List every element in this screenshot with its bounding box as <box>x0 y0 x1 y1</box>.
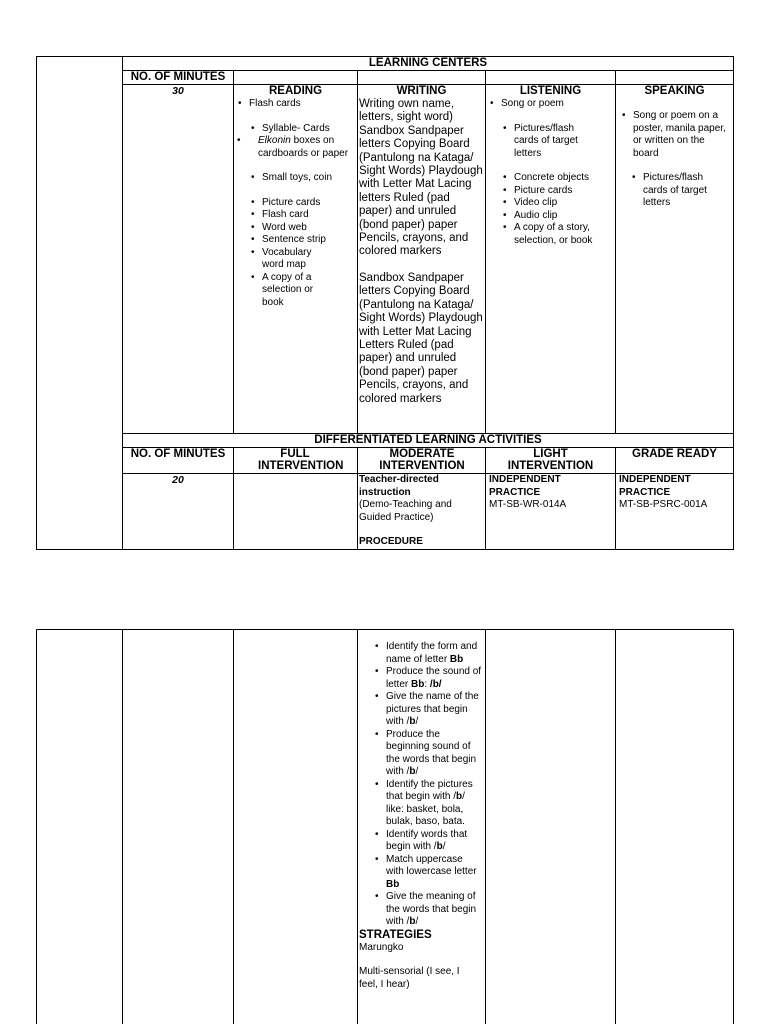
step-text: Give the meaning of the words that begin with / <box>386 891 477 927</box>
moderate-note: (Demo-Teaching and Guided Practice) <box>359 499 452 523</box>
writing-paragraph-2: Sandbox Sandpaper letters Copying Board (Pantulong na Kataga/ Sight Words) Playdough with Letter Mat Lacing Letters Ruled (pad paper) and unruled (bond paper) paper Pencils, crayons, and colored markers <box>359 271 483 405</box>
step-text: Produce the sound of letter <box>386 666 482 690</box>
list-item <box>487 197 609 210</box>
step-emphasis: Bb <box>449 653 464 665</box>
list-item <box>235 247 351 272</box>
light-code: MT-SB-WR-014A <box>489 499 567 510</box>
procedure-step <box>359 891 482 929</box>
writing-materials <box>359 98 483 433</box>
list-item <box>619 110 726 160</box>
reading-item-emphasis: Elkonin <box>258 135 291 146</box>
light-intervention-cell <box>489 474 614 549</box>
strategy-item: Marungko <box>359 941 404 953</box>
moderate-intervention-header: MODERATE INTERVENTION <box>379 448 465 472</box>
speaking-item: Song or poem on a poster, manila paper, or written on the board <box>633 110 726 159</box>
step-text: : <box>424 678 430 690</box>
differentiated-title: DIFFERENTIATED LEARNING ACTIVITIES <box>314 434 542 446</box>
grade-code: MT-SB-PSRC-001A <box>619 499 708 510</box>
procedure-step <box>359 641 482 666</box>
step-emphasis: b <box>456 791 463 802</box>
step-text: Produce the beginning sound of the words that begin with / <box>386 728 477 777</box>
listening-item: A copy of a story, selection, or book <box>514 222 593 246</box>
reading-item: A copy of a selection or book <box>262 271 314 308</box>
step-emphasis: b <box>409 716 416 727</box>
listening-materials <box>487 98 615 432</box>
list-item <box>487 123 595 161</box>
step-text: Match uppercase with lowercase letter <box>386 853 477 877</box>
list-item <box>235 98 357 111</box>
full-intervention-header: FULL INTERVENTION <box>258 448 344 472</box>
reading-item: Small toys, coin <box>262 172 333 183</box>
reading-materials <box>235 98 357 432</box>
minutes-label: NO. OF MINUTES <box>130 448 226 460</box>
list-item <box>487 98 615 111</box>
reading-item: Picture cards <box>262 196 321 208</box>
list-item <box>616 172 726 210</box>
procedure-step <box>359 779 482 829</box>
listening-item: Pictures/flash cards of target letters <box>514 122 578 159</box>
light-intervention-header: LIGHT INTERVENTION <box>507 448 594 472</box>
reading-item: Vocabulary word map <box>262 246 312 270</box>
step-emphasis: Bb <box>411 678 425 690</box>
list-item <box>234 135 357 160</box>
reading-item: Syllable- Cards <box>262 122 330 134</box>
list-item <box>235 197 351 210</box>
moderate-title: Teacher-directed instruction <box>359 474 439 498</box>
list-item <box>235 222 351 235</box>
step-text: Identify the form and name of letter <box>386 641 478 665</box>
list-item <box>487 210 609 223</box>
minutes-value: 30 <box>172 85 184 97</box>
reading-header: READING <box>268 85 323 97</box>
step-emphasis: b <box>409 916 416 927</box>
speaking-materials <box>616 110 732 432</box>
step-text: / like: basket, bola, bulak, baso, bata. <box>386 791 465 827</box>
procedure-steps-list <box>359 641 484 929</box>
grade-ready-header: GRADE READY <box>632 448 717 460</box>
reading-item: Word web <box>262 221 307 233</box>
list-item <box>487 172 609 185</box>
step-text: / <box>415 716 419 727</box>
list-item <box>235 172 357 185</box>
moderate-intervention-cell <box>359 474 484 549</box>
step-text: / <box>442 841 446 852</box>
listening-item: Song or poem <box>501 98 564 109</box>
procedure-step <box>359 666 482 691</box>
step-text: / <box>415 916 419 927</box>
reading-item: Sentence strip <box>262 234 326 245</box>
strategies-title: STRATEGIES <box>359 928 432 941</box>
procedure-step <box>359 729 482 779</box>
procedure-step <box>359 829 482 854</box>
speaking-header: SPEAKING <box>644 85 705 97</box>
grade-title: INDEPENDENT PRACTICE <box>619 474 691 498</box>
minutes-value: 20 <box>172 474 184 486</box>
learning-centers-title: LEARNING CENTERS <box>368 57 488 69</box>
procedure-step <box>359 691 482 729</box>
step-emphasis: b <box>409 766 416 777</box>
listening-item: Video clip <box>514 197 558 208</box>
speaking-item: Pictures/flash cards of target letters <box>643 172 707 208</box>
listening-item: Picture cards <box>514 184 573 196</box>
list-item <box>235 234 351 247</box>
step-text: Give the name of the pictures that begin with / <box>386 691 479 727</box>
list-item <box>235 272 351 310</box>
reading-item: Flash cards <box>249 98 301 109</box>
procedure-steps <box>359 641 484 1024</box>
list-item <box>235 123 357 136</box>
reading-item: boxes on cardboards or paper <box>258 135 349 159</box>
step-emphasis: /b/ <box>429 678 442 690</box>
step-emphasis: Bb <box>386 878 400 890</box>
writing-header: WRITING <box>396 85 447 97</box>
writing-paragraph-1: Writing own name, letters, sight word) Sandbox Sandpaper letters Copying Board (Pantulong na Kataga/ Sight Words) Playdough with Letter Mat Lacing letters Ruled (pad paper) and unruled (bond paper) paper Pencils, crayons, and colored markers <box>359 98 483 258</box>
step-text: Identify the pictures that begin with / <box>386 778 473 802</box>
listening-item: Concrete objects <box>514 172 590 183</box>
minutes-label: NO. OF MINUTES <box>130 71 226 83</box>
light-title: INDEPENDENT PRACTICE <box>489 474 561 498</box>
listening-item: Audio clip <box>514 209 558 221</box>
step-text: / <box>415 766 419 777</box>
list-item <box>487 222 609 247</box>
reading-item: Flash card <box>262 209 309 220</box>
strategy-item: Multi-sensorial (I see, I feel, I hear) <box>359 966 460 990</box>
list-item <box>235 209 351 222</box>
list-item <box>487 185 609 198</box>
step-text: Identify words that begin with / <box>386 828 468 852</box>
procedure-step <box>359 854 482 892</box>
listening-header: LISTENING <box>519 85 582 97</box>
procedure-label: PROCEDURE <box>359 536 423 547</box>
step-emphasis: b <box>436 841 443 852</box>
grade-ready-cell <box>619 474 732 549</box>
